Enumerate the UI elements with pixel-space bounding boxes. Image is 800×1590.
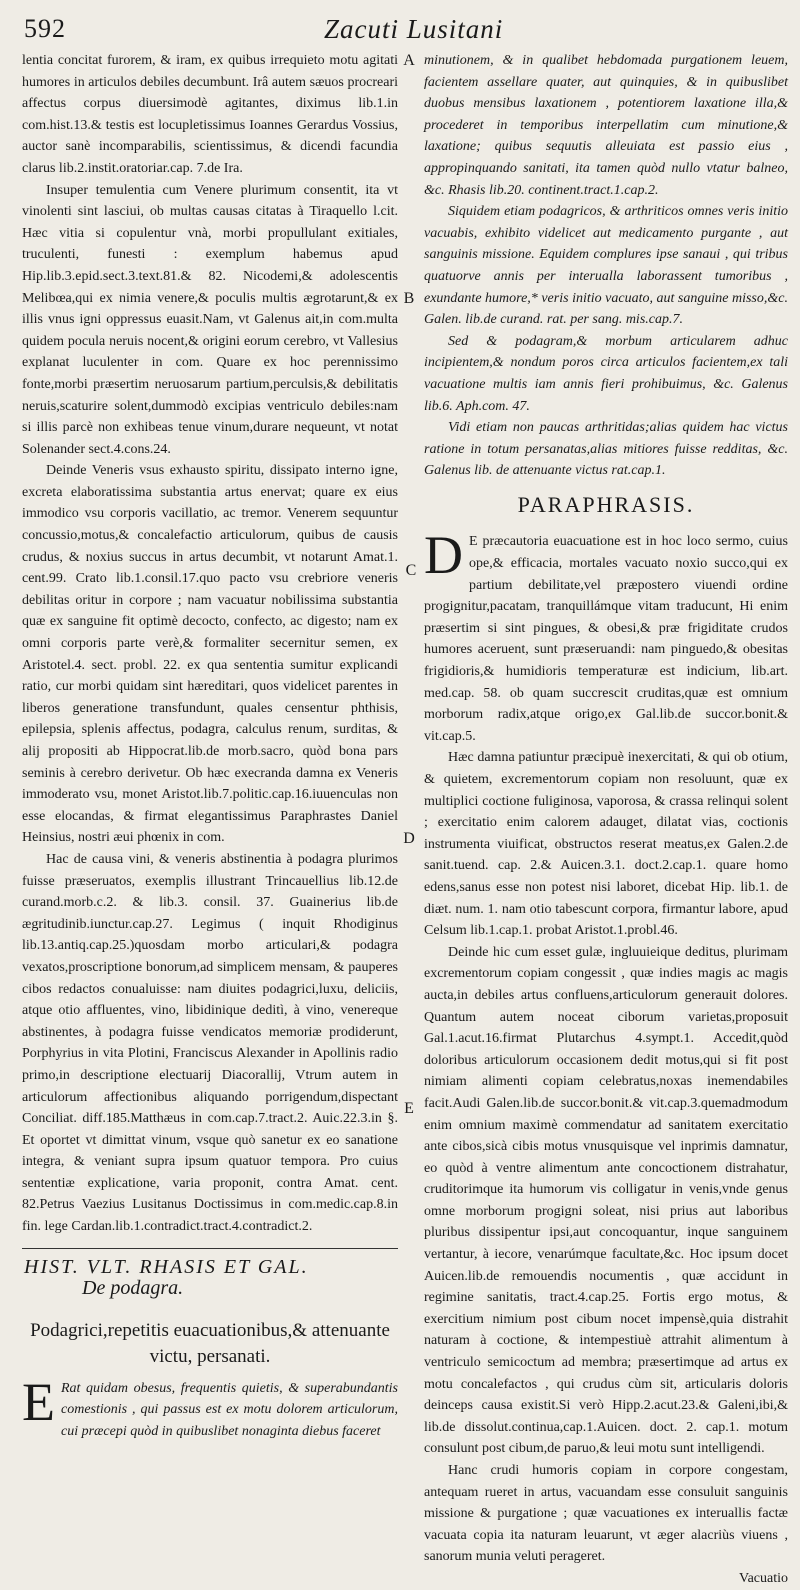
right-paragraph: Hanc crudi humoris copiam in corpore congestam, antequam rueret in artus, vacuandam esse consuluit sanguinis missione & purgatione ; quæ vacuationes ex interuallis factæ vacuata copia ita naturam leuarunt, vt æger alacriùs viuens , sanorum munia veluti perageret. (424, 1463, 788, 1565)
history-dropcap: E (22, 1377, 55, 1432)
quote-paragraph: minutionem, & in qualibet hebdomada purgationem leuem, facientem assellare quater, aut quinquies, & in quibuslibet duobus mensibus laxationem , potentiorem laxatione illa,& procederet in temporibus interpellatim cum minutione,& laxatione; quibus sequutis alleuiata est passio eius , appropinquando sanitati, ita tamen quòd nullo vtatur balneo, &c. Rhasis lib.20. continent.tract.1.cap.2. (424, 53, 788, 198)
left-paragraph: Hac de causa vini, & veneris abstinentia à podagra plurimos fuisse præseruatos, exemplis illustrant Trincauellius lib.12.de curand.morb.c.2. & lib.3. consil. 37. Guainerius lib.de ægritudinib.iunctur.cap.27. Legimus ( inquit Rhodiginus lib.13.antiq.cap.25.)quosdam morbo articulari,& podagra vexatos,proscriptione bonorum,ad simplicem mensam, & pauperes cibos redactos conualuisse: nam diuites podagrici,luxu, deliciis, atque otio affluentes, vino, libidinique deditì, à vino, venereque abstinentes, à podagra fuisse vendicatos memoriæ prodiderunt, Porphyrius in vita Plotini, Franciscus Alexander in Apollinis radio primo,in descriptione electuarij Diacorallij, Vtrum autem in articulorum affectionibus aliquando porrigendum,dispectant Conciliat. diff.185.Matthæus in com.cap.7.tract.2. Auic.22.3.in §. Et oportet vt dimittat vinum, vsque quò sanetur ex eo sanatione integra, & veniant supra ipsum quatuor tempora. Pro cuius sententiæ explicatione, varia proponit, contra Amat. cent. 82.Petrus Vaezius Lusitanus Doctissimus in com.medic.cap.8.in fin. lege Cardan.lib.1.contradict.tract.4.contradict.2. (22, 851, 398, 1235)
left-paragraph: lentia concitat furorem, & iram, ex quibus irrequieto motu agitati humores in articulos debiles decumbunt. Irâ autem sæuos procreari affectus corpus diuersimodè agitantes, diximus lib.1.in com.hist.13.& testis est locupletissimus Ioannes Gerardus Vossius, auctor sanè incomparabilis, scientissimus, & dicendi facundia clarus lib.2.instit.oratoriar.cap. 7.de Ira. (22, 53, 398, 176)
page-number: 592 (24, 14, 66, 43)
paraphrasis-first-block (424, 531, 788, 747)
right-column (424, 50, 788, 1590)
left-paragraph: Insuper temulentia cum Venere plurimum consentit, ita vt vinolenti sint lasciui, ob multas causas citatas à Tiraquello l.cit. Hæc vitia si copulentur vnà, morbi propullulant exitiales, truculenti, funesti : exemplum habemus apud Hip.lib.3.epid.sect.3.text.81.& 82. Nicodemi,& adolescentis Melibœa,qui ex nimia venere,& poculis multis ægrotarunt,& ex illis vnus igni oppressus euasit.Nam, vt Galenus ait,in com.multa quidem pocula neruis nocent,& origini eorum cerebro, vt Vallesius explanat luculenter in com. Quare ex hoc perennissimo fonte,morbi præsertim neruosarum partium,perculsis,& debilitatis neruis,scaturire solent,dummodò excipias ventriculo debiles:nam si illis parcè non exhibeas tenue vinum,durare nequeunt, vt notat Solenander sect.4.cons.24. (22, 182, 398, 457)
quote-paragraph: Vidi etiam non paucas arthritidas;alias quidem hac victus ratione in totum persanatas,alias mitiores fuisse redditas, &c. Galenus lib. de attenuante victus rat.cap.1. (424, 420, 788, 479)
margin-letter-a: A (403, 52, 415, 69)
history-subheading: De podagra. (82, 1277, 184, 1300)
margin-letter-c: C (405, 562, 417, 579)
left-column (22, 50, 398, 1443)
right-paragraph: Hæc damna patiuntur præcipuè inexercitati, & qui ob otium, & quietem, excrementorum copiam non resoluunt, quæ ex multiplici coctione fuliginosa, vaporosa, & crassa relinqui solent ; exercitatio enim calorem adauget, dilatat vias, coctionis instrumenta viuificat, obstructos reserat meatus,ex Galen.2.de sanit.tuend. cap. 2.& Auicen.3.1. doct.2.cap.1. quare homo edens,sanus esse non potest nisi laboret, dicebat Hip. lib.1. de diæt. num. 1. nam otio tabescunt corpora, firmantur labore, apud Celsum lib.1.cap.1. probat Aristot.1.probl.46. (424, 750, 788, 939)
margin-letter-e: E (404, 1100, 414, 1117)
paraphrasis-heading: PARAPHRASIS. (517, 491, 695, 517)
margin-letter-b: B (403, 290, 415, 307)
running-title: Zacuti Lusitani (324, 14, 504, 44)
margin-letter-d: D (403, 830, 415, 847)
section-rule (22, 1248, 398, 1249)
running-head (24, 14, 784, 48)
quote-paragraph: Sed & podagram,& morbum articularem adhuc incipientem,& nondum poros circa articulos facientem,ex tali vacuatione multis iam annis fieri prohibuimus, &c. Galenus lib.6. Aph.com. 47. (424, 333, 788, 414)
history-title: Podagrici,repetitis euacuationibus,& attenuante victu, persanati. (30, 1319, 390, 1367)
right-paragraph: Deinde hic cum esset gulæ, ingluuieique deditus, plurimam excrementorum copiam congessit , quæ indies magis ac magis aucta,in debiles artus confluens,articulorum generauit dolores. Quantum autem noceat ciborum varietas,proposuit Gal.1.acut.16.firmat Plutarchus 4.sympt.1. Accedit,quòd doloribus articulorum occasionem dedit motus,qui si fit post nimiam alimenti copiam celebratus,noxas inemendabiles facit.Audi Galen.lib.de succor.bonit.& vit.cap.3.quemadmodum enim omnium maximè commendatur ad sanitatem exercitatio ante cibos,sicà cibis motus vnusquisque vel inprimis damnatur, eo quòd à ventre alimentum ante concoctionem distrahatur, cruditorimque ita humorum vis colligatur in venis,vnde genus omne morborum progigni soleat, nisi prius aut laboribus pluribus dissipentur ipsi,aut concoquantur, inque sanguinem vertantur, à iecore, venarúmque facultate,&c. Hoc ipsum docet Auicen.lib.de remouendis nocumentis , quæ accidunt in regimine sanitatis, tract.4.cap.25. Fortis ergo motus, & exercitium nimium post cibum nocet impensè,quia distrahit naturam à coctione, & intempestiuè attrahit alimentum à ventriculo semicoctum ad membra; præsertimque ad artus ex motu concalefactos , qui crudus cùm sit, articularis doloris deinceps causa existit.Si verò Hipp.2.acut.23.& Galeni,ibi,& lib.de dissolut.continua,cap.1.Auicen. doct. 2. cap.1. motum consulunt post cibum,de paruo,& leui motu sunt intelligendi. (424, 944, 788, 1457)
left-paragraph: Deinde Veneris vsus exhausto spiritu, dissipato interno igne, excreta elaboratissima substantia artus enervat; quare ex eius immodico vsu corporis vacillatio, ac tremor. Venerem sequuntur concussio,motus,& concalefactio articulorum, quibus de causis crudus, & noxius succus in artus decumbit, vt notarunt Amat.1. cent.99. Crato lib.1.consil.17.quo pacto vsu crebriore veneris debilitas oritur in corpore ; nam vacuatur nobilissima substantia quæ ex sanguine fit optimè decocto, confecto, ac digesto; nam ex omni corporis parte verè,& formaliter secernitur semen, ex Aristotel.4. sect. probl. 22. ex qua sententia sumitur explicandi ratio, cur morbi quidam sint hæreditari, quos videlicet parentes in liberos generatione transfundunt, quales censentur phthisis, epilepsia, splenis affectus, podagra, calculus renum, surditas, & alij propositi ab Hippocrat.lib.de morb.sacro, quòd bona pars seminis à cerebro derivetur. Ob hæc execranda damna ex Veneris immoderato vsu, monet Aristot.lib.7.politic.cap.16.iuuenculas non esse elocandas, & firmat elegantissimus Paraphrastes Daniel Heinsius, nostri æui phœnix in com. (22, 463, 398, 846)
quote-paragraph: Siquidem etiam podagricos, & arthriticos omnes veris initio vacuabis, exhibito videlicet aut medicamento purgante , aut sanguinis missione. Equidem complures ipse sanaui , qui tribus quatuorve annis per interualla laborassent tumoribus , exundante humore,* veris initio vacuato, aut sanguine misso,&c. Galen. lib.de curand. rat. per sang. mis.cap.7. (424, 204, 788, 328)
history-text-block (22, 1378, 398, 1443)
catchword: Vacuatio (739, 1570, 788, 1586)
paraphrasis-dropcap: D (424, 531, 463, 586)
history-text: Rat quidam obesus, frequentis quietis, & superabundantis comestionis , qui passus est ex motu dolorem articulorum, cui præcepi quòd in quibuslibet nonaginta diebus faceret (61, 1380, 398, 1440)
paraphrasis-first-paragraph: E præcautoria euacuatione est in hoc loco sermo, cuius ope,& efficacia, mortales vacuato noxio succo,qui ex partium debilitate,vel præpostero viuendi ordine progignitur,pacatam, tranquillámque vitam traducunt, Hi enim præsertim si sint pingues, & obesi,& præ frigiditate crudos humores aceruent, sunt præseruandi: nam pinguedo,& obesitas frigidioris,& humidioris temperaturæ est indicium, lib.art. med.cap. 58. ob quam succrescit cruditas,quæ est omnium morborum radix,atque origo,ex Gal.lib.de succor.bonit.& vit.cap.5. (424, 534, 788, 744)
history-heading: HIST. VLT. RHASIS ET GAL. (24, 1255, 309, 1278)
